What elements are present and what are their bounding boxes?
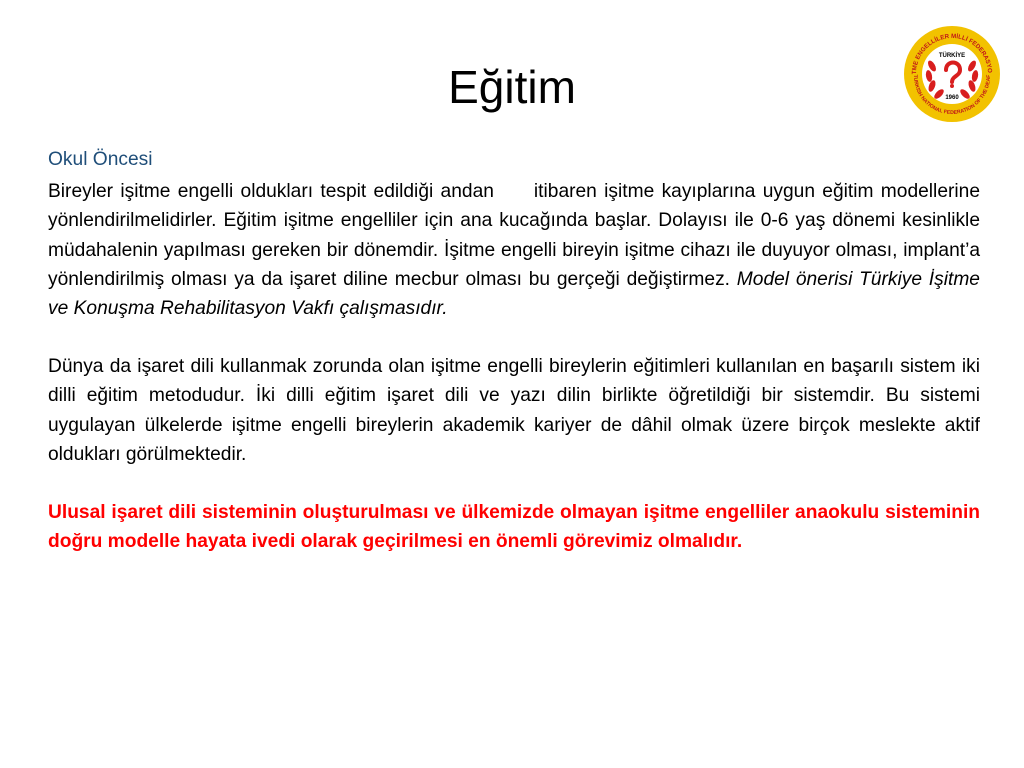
- slide-body: [48, 145, 980, 556]
- logo-country-text: TÜRKİYE: [938, 53, 966, 59]
- paragraph-1: [48, 177, 980, 323]
- paragraph-1-part1: Bireyler işitme engelli oldukları tespit edildiği andan: [48, 181, 494, 203]
- subheading: Okul Öncesi: [48, 149, 153, 170]
- logo-ring-top-text: TME ENGELLİLER MİLLİ FEDERASYO: [910, 32, 994, 75]
- logo-year-text: 1960: [945, 95, 959, 101]
- logo-ring-bottom-text: TURKISH NATIONAL FEDERATION OF THE DEAF: [911, 74, 993, 117]
- paragraph-1-part2: itibaren işitme kayıplarına uygun eğitim modellerine yönlendirilmelidirler. Eğitim işitme engelliler için ana kucağında başlar. Dolayısı ile 0-6 yaş dönemi kesinlikle müdahalenin yapılması gereken bir dönemdir. İşitme engelli bireyin işitme cihazı ile duyuyor olması, implant’a yönlendirilmiş olması ya da işaret diline mecbur olması bu gerçeği değiştirmez.: [48, 181, 980, 290]
- slide-title: Eğitim: [448, 61, 576, 113]
- federation-emblem-icon: [902, 24, 1002, 124]
- paragraph-3-highlight: Ulusal işaret dili sisteminin oluşturulması ve ülkemizde olmayan işitme engelliler anaokulu sisteminin doğru modelle hayata ivedi olarak geçirilmesi en önemli görevimiz olmalıdır.: [48, 502, 980, 553]
- paragraph-1-italic: Model önerisi Türkiye İşitme ve Konuşma Rehabilitasyon Vakfı çalışmasıdır.: [48, 268, 980, 320]
- paragraph-2: Dünya da işaret dili kullanmak zorunda olan işitme engelli bireylerin eğitimleri kullanılan en başarılı sistem iki dilli eğitim metodudur. İki dilli eğitim işaret dili ve yazı dilin birlikte öğretildiği bir sistemdir. Bu sistemi uygulayan ülkelerde işitme engelli bireylerin akademik kariyer de dâhil olmak üzere birçok meslekte aktif oldukları görülmektedir.: [48, 356, 980, 465]
